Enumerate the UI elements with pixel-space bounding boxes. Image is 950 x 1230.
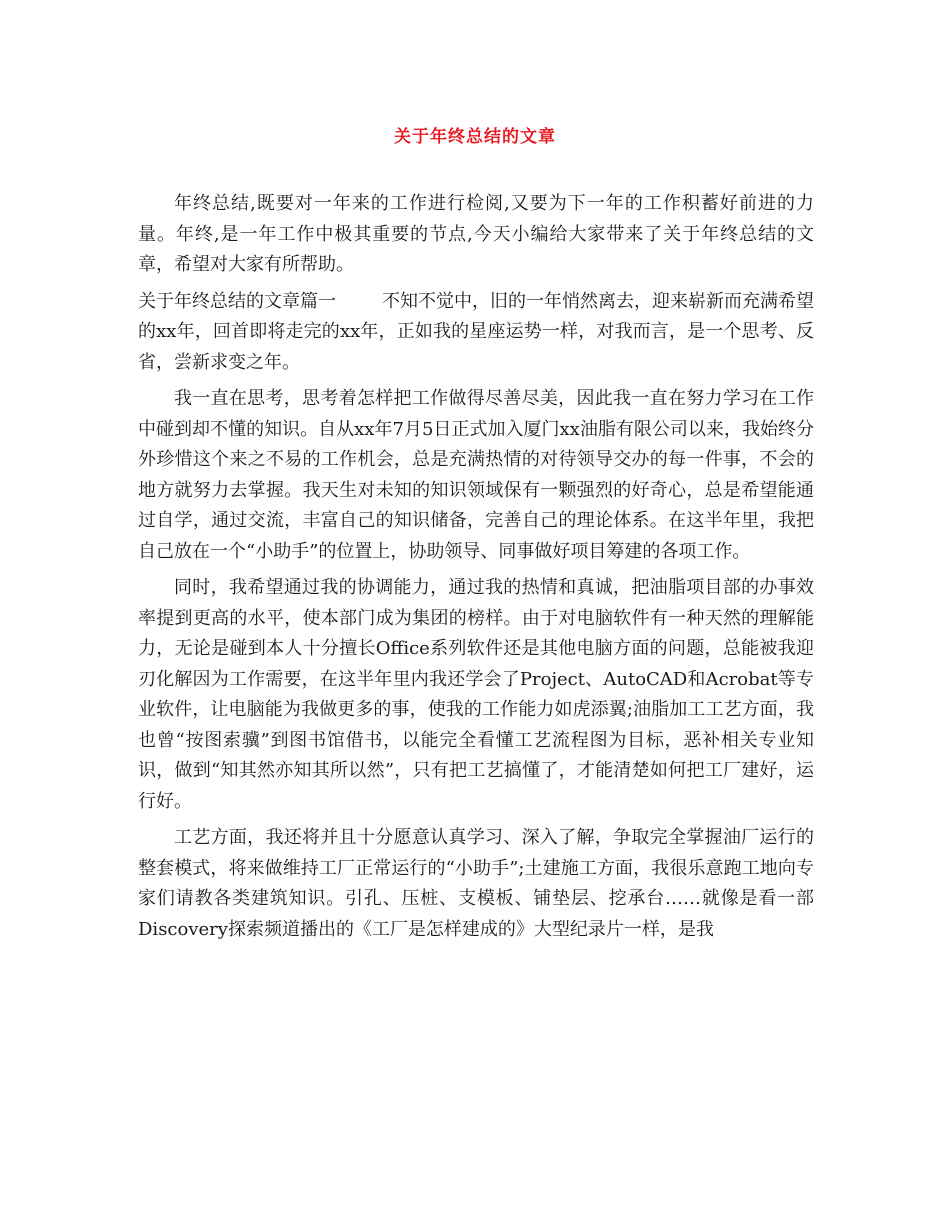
body-paragraph: 同时，我希望通过我的协调能力，通过我的热情和真诚，把油脂项目部的办事效率提到更高的水平，使本部门成为集团的榜样。由于对电脑软件有一种天然的理解能力，无论是碰到本人十分擅长Office系列软件还是其他电脑方面的问题，总能被我迎刃化解因为工作需要，在这半年里内我还学会了Project、AutoCAD和Acrobat等专业软件，让电脑能为我做更多的事，使我的工作能力如虎添翼;油脂加工工艺方面，我也曾“按图索骥”到图书馆借书，以能完全看懂工艺流程图为目标，恶补相关专业知识，做到“知其然亦知其所以然”，只有把工艺搞懂了，才能清楚如何把工厂建好，运行好。	[138, 577, 814, 812]
section-paragraph	[138, 287, 814, 379]
intro-paragraph: 年终总结,既要对一年来的工作进行检阅,又要为下一年的工作积蓄好前进的力量。年终,是一年工作中极其重要的节点,今天小编给大家带来了关于年终总结的文章，希望对大家有所帮助。	[138, 193, 814, 275]
document-body	[138, 189, 814, 951]
section-heading: 关于年终总结的文章篇一	[138, 290, 336, 312]
document-title: 关于年终总结的文章	[394, 127, 556, 147]
section-lead: 不知不觉中，旧的一年悄然离去，迎来崭新而充满希望的xx年，回首即将走完的xx年，正如我的星座运势一样，对我而言，是一个思考、反省，尝新求变之年。	[138, 290, 814, 373]
body-paragraph: 我一直在思考，思考着怎样把工作做得尽善尽美，因此我一直在努力学习在工作中碰到却不懂的知识。自从xx年7月5日正式加入厦门xx油脂有限公司以来，我始终分外珍惜这个来之不易的工作机会，总是充满热情的对待领导交办的每一件事，不会的地方就努力去掌握。我天生对未知的知识领域保有一颗强烈的好奇心，总是希望能通过自学，通过交流，丰富自己的知识储备，完善自己的理论体系。在这半年里，我把自己放在一个“小助手”的位置上，协助领导、同事做好项目筹建的各项工作。	[138, 388, 814, 562]
body-paragraph: 工艺方面，我还将并且十分愿意认真学习、深入了解，争取完全掌握油厂运行的整套模式，将来做维持工厂正常运行的“小助手”;土建施工方面，我很乐意跑工地向专家们请教各类建筑知识。引孔、压桩、支模板、铺垫层、挖承台……就像是看一部Discovery探索频道播出的《工厂是怎样建成的》大型纪录片一样，是我	[138, 827, 814, 940]
